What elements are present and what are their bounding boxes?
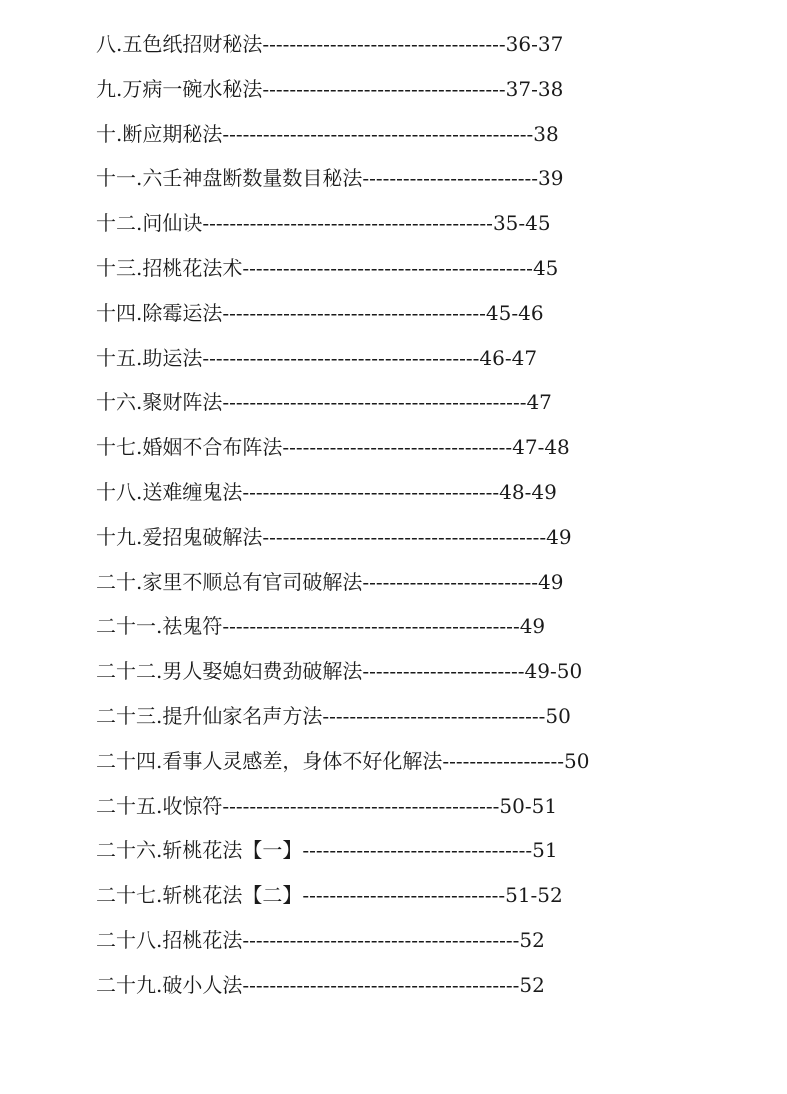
toc-entry-09: [96, 67, 696, 112]
toc-entry-text: 二十四.看事人灵感差，身体不好化解法------------------50: [96, 748, 590, 773]
toc-entry-10: [96, 112, 696, 157]
toc-entry-text: 十.断应期秘法----------------------------------------------38: [96, 121, 559, 146]
toc-entry-13: [96, 246, 696, 291]
toc-entry-22: [96, 649, 696, 694]
toc-entry-text: 二十三.提升仙家名声方法---------------------------------50: [96, 703, 571, 728]
toc-entry-text: 二十.家里不顺总有官司破解法--------------------------49: [96, 569, 564, 594]
toc-entry-08: [96, 22, 696, 67]
toc-entry-text: 十一.六壬神盘断数量数目秘法--------------------------39: [96, 166, 564, 191]
toc-entry-text: 十五.助运法-----------------------------------------46-47: [96, 345, 538, 370]
toc-entry-12: [96, 201, 696, 246]
toc-entry-28: [96, 918, 696, 963]
toc-entry-23: [96, 694, 696, 739]
toc-entry-text: 八.五色纸招财秘法------------------------------------36-37: [96, 32, 564, 56]
toc-entry-text: 九.万病一碗水秘法------------------------------------37-38: [96, 76, 564, 101]
toc-entry-text: 十六.聚财阵法---------------------------------------------47: [96, 390, 552, 415]
toc-entry-27: [96, 873, 696, 918]
toc-entry-text: 十二.问仙诀-------------------------------------------35-45: [96, 211, 551, 236]
table-of-contents: [96, 22, 696, 1008]
toc-entry-20: [96, 560, 696, 605]
toc-entry-text: 二十二.男人娶媳妇费劲破解法------------------------49-50: [96, 659, 583, 684]
toc-entry-text: 二十七.斩桃花法【二】------------------------------51-52: [96, 883, 563, 908]
toc-entry-text: 二十六.斩桃花法【一】----------------------------------51: [96, 838, 558, 863]
toc-entry-text: 十四.除霉运法---------------------------------------45-46: [96, 300, 544, 325]
toc-entry-19: [96, 515, 696, 560]
toc-entry-text: 十三.招桃花法术-------------------------------------------45: [96, 255, 559, 280]
toc-entry-text: 十九.爱招鬼破解法------------------------------------------49: [96, 524, 572, 549]
toc-entry-11: [96, 156, 696, 201]
toc-entry-25: [96, 784, 696, 829]
toc-entry-text: 二十九.破小人法-----------------------------------------52: [96, 972, 545, 997]
toc-entry-text: 二十一.祛鬼符--------------------------------------------49: [96, 614, 546, 639]
toc-entry-26: [96, 828, 696, 873]
toc-entry-29: [96, 963, 696, 1008]
toc-entry-text: 二十八.招桃花法-----------------------------------------52: [96, 927, 545, 952]
toc-entry-text: 十八.送难缠鬼法--------------------------------------48-49: [96, 479, 557, 504]
toc-entry-18: [96, 470, 696, 515]
toc-entry-14: [96, 291, 696, 336]
toc-entry-24: [96, 739, 696, 784]
toc-entry-17: [96, 425, 696, 470]
toc-entry-text: 十七.婚姻不合布阵法----------------------------------47-48: [96, 435, 570, 460]
toc-entry-text: 二十五.收惊符-----------------------------------------50-51: [96, 793, 558, 818]
toc-entry-16: [96, 380, 696, 425]
toc-entry-21: [96, 604, 696, 649]
toc-entry-15: [96, 336, 696, 381]
